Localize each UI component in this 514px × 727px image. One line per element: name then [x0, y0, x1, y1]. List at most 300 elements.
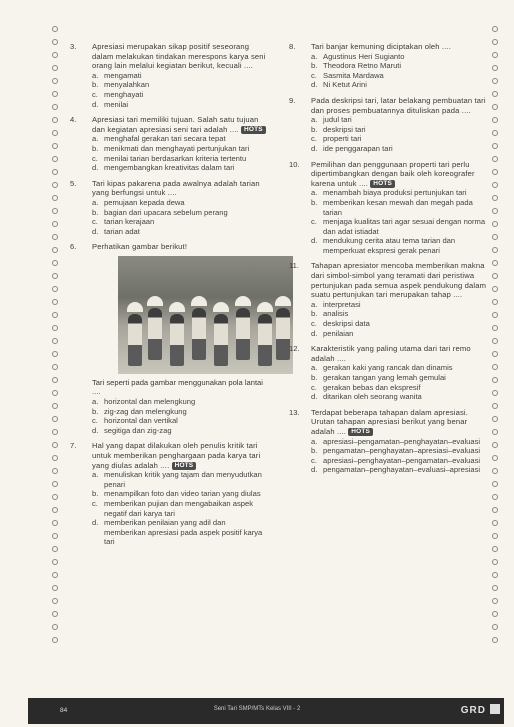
dance-photo [118, 256, 293, 374]
answer-option[interactable] [311, 144, 491, 154]
binder-holes-left [50, 20, 60, 707]
option-letter: c. [311, 70, 317, 80]
binder-hole [492, 195, 498, 201]
binder-hole [52, 234, 58, 240]
option-letter: b. [311, 373, 318, 382]
question-text [311, 160, 491, 189]
question-item [285, 96, 491, 154]
binder-hole [492, 169, 498, 175]
binder-hole [52, 325, 58, 331]
question-stem: Tari kipas pakarena pada awalnya adalah tarian yang berfungsi untuk .... [92, 178, 260, 198]
binder-hole [492, 91, 498, 97]
question-stem: Karakteristik yang paling utama dari tari remo adalah .... [311, 344, 471, 363]
option-text: pengamatan–penghayatan–apresiasi–evaluasi [323, 446, 481, 456]
option-text: Sasmita Mardawa [323, 70, 384, 80]
option-text: menikmati dan menghayati pertunjukan tari [104, 143, 250, 153]
answer-option[interactable] [311, 373, 491, 383]
option-text: gerakan bebas dan ekspresif [323, 382, 421, 392]
hots-badge: HOTS [172, 462, 197, 470]
binder-hole [52, 546, 58, 552]
binder-hole [52, 221, 58, 227]
option-letter: c. [311, 382, 317, 392]
binder-hole [52, 585, 58, 591]
right-column [285, 42, 491, 481]
binder-hole [52, 104, 58, 110]
binder-hole [492, 52, 498, 58]
binder-hole [492, 182, 498, 188]
binder-hole [492, 208, 498, 214]
answer-option[interactable] [92, 71, 268, 81]
answer-option[interactable] [311, 198, 491, 217]
binder-hole [52, 91, 58, 97]
option-text: menambah biaya produksi pertunjukan tari [323, 188, 467, 198]
dancer-figure [258, 314, 272, 366]
binder-hole [492, 286, 498, 292]
question-number: 11. [289, 261, 299, 271]
binder-hole [52, 156, 58, 162]
binder-hole [492, 234, 498, 240]
binder-hole [492, 65, 498, 71]
answer-option[interactable] [311, 125, 491, 135]
option-text: apresiasi–pengamatan–penghayatan–evaluasi [323, 436, 481, 446]
binder-hole [52, 559, 58, 565]
option-letter: d. [92, 99, 99, 109]
binder-hole [492, 260, 498, 266]
binder-hole [52, 377, 58, 383]
binder-hole [492, 377, 498, 383]
hots-badge: HOTS [370, 180, 395, 188]
question-number: 5. [70, 178, 77, 188]
answer-option[interactable] [311, 61, 491, 71]
binder-hole [492, 559, 498, 565]
option-text: judul tari [323, 115, 352, 125]
answer-option[interactable] [311, 115, 491, 125]
answer-option[interactable] [311, 319, 491, 329]
option-letter: c. [92, 217, 98, 227]
answer-option[interactable] [311, 437, 491, 447]
answer-option[interactable] [92, 90, 268, 100]
option-letter: a. [311, 299, 318, 309]
option-letter: b. [92, 489, 99, 499]
binder-hole [492, 416, 498, 422]
binder-hole [52, 338, 58, 344]
dancer-figure [192, 308, 206, 360]
binder-hole [492, 364, 498, 370]
question-text [311, 261, 491, 299]
binder-hole [52, 468, 58, 474]
option-letter: b. [311, 309, 318, 319]
answer-option[interactable] [92, 217, 268, 227]
answer-option[interactable] [311, 456, 491, 466]
answer-option[interactable] [311, 71, 491, 81]
question-number: 10. [289, 159, 300, 169]
binder-hole [492, 325, 498, 331]
binder-hole [52, 247, 58, 253]
option-text: properti tari [323, 134, 362, 144]
option-letter: a. [92, 197, 99, 207]
publisher-logo: GRD [460, 705, 486, 716]
option-letter: d. [311, 392, 318, 402]
binder-hole [492, 299, 498, 305]
question-text [311, 42, 491, 52]
option-text: zig-zag dan melengkung [104, 406, 187, 416]
option-letter: b. [92, 406, 99, 416]
option-letter: d. [92, 226, 99, 236]
binder-hole [492, 130, 498, 136]
answer-option[interactable] [92, 134, 268, 144]
binder-hole [52, 52, 58, 58]
binder-hole [52, 572, 58, 578]
question-item [66, 42, 268, 109]
question-number: 13. [289, 407, 300, 417]
hots-badge: HOTS [241, 126, 266, 134]
binder-hole [492, 572, 498, 578]
answer-option[interactable] [92, 154, 268, 164]
question-text [311, 408, 491, 437]
option-letter: c. [92, 153, 98, 163]
binder-hole [492, 39, 498, 45]
option-letter: a. [311, 363, 318, 373]
option-text: pemujaan kepada dewa [104, 197, 185, 207]
option-letter: a. [311, 115, 318, 125]
question-number: 7. [70, 441, 77, 451]
question-number: 3. [70, 42, 77, 51]
option-letter: b. [311, 197, 318, 207]
answer-option[interactable] [92, 198, 268, 208]
binder-hole [52, 117, 58, 123]
option-text: menuliskan kritik yang tajam dan menyudutkan penari [104, 470, 262, 489]
binder-hole [52, 65, 58, 71]
answer-option[interactable] [311, 392, 491, 402]
binder-hole [492, 468, 498, 474]
binder-hole [52, 455, 58, 461]
question-stem: Pada deskripsi tari, latar belakang pembuatan tari dan proses pembuatannya dituliskan pada .... [311, 95, 486, 115]
option-letter: b. [92, 80, 99, 90]
binder-hole [52, 299, 58, 305]
option-text: tarian adat [104, 226, 140, 236]
answer-option[interactable] [92, 100, 268, 110]
option-letter: b. [311, 124, 318, 134]
binder-hole [492, 351, 498, 357]
option-letter: a. [92, 470, 99, 480]
question-number: 8. [289, 42, 296, 51]
answer-option[interactable] [311, 80, 491, 90]
binder-hole [52, 481, 58, 487]
answer-option[interactable] [92, 163, 268, 173]
answer-option[interactable] [92, 407, 268, 417]
option-letter: a. [92, 397, 99, 407]
question-stem: Terdapat beberapa tahapan dalam apresiasi. Urutan tahapan apresiasi berikut yang benar adalah .... [311, 407, 469, 436]
answer-option[interactable] [92, 489, 268, 499]
binder-hole [52, 260, 58, 266]
option-letter: c. [92, 499, 98, 508]
dancer-figure [170, 314, 184, 366]
binder-hole [52, 611, 58, 617]
option-letter: d. [311, 236, 318, 246]
question-item [66, 115, 268, 173]
binder-hole [492, 611, 498, 617]
binder-hole [52, 312, 58, 318]
fan-prop [169, 302, 185, 312]
question-item [285, 160, 491, 256]
binder-hole [52, 403, 58, 409]
binder-hole [492, 390, 498, 396]
option-text: segitiga dan zig-zag [104, 425, 172, 435]
option-text: Theodora Retno Maruti [323, 61, 402, 71]
option-text: mendukung cerita atau tema tarian dan memperkuat ekspresi gerak penari [323, 236, 456, 255]
answer-option[interactable] [311, 217, 491, 236]
binder-hole [492, 338, 498, 344]
option-letter: a. [311, 436, 318, 446]
question-stem: Hal yang dapat dilakukan oleh penulis kritik tari untuk memberikan penghargaan pada karya tari yang diulas adalah .... [92, 441, 261, 470]
binder-hole [52, 26, 58, 32]
option-text: pengamatan–penghayatan–evaluasi–apresiasi [323, 465, 481, 475]
binder-hole [492, 429, 498, 435]
dancer-figure [128, 314, 142, 366]
option-letter: b. [92, 143, 99, 153]
dancer-figure [214, 314, 228, 366]
option-letter: a. [311, 188, 318, 198]
binder-hole [492, 78, 498, 84]
option-text: horizontal dan melengkung [104, 397, 196, 407]
binder-hole [52, 390, 58, 396]
binder-hole [492, 624, 498, 630]
question-item [285, 261, 491, 338]
binder-hole [492, 494, 498, 500]
option-text: tarian kerajaan [104, 217, 155, 227]
option-letter: d. [92, 425, 99, 435]
binder-hole [52, 39, 58, 45]
option-text: deskripsi tari [323, 124, 366, 134]
binder-hole [52, 533, 58, 539]
option-letter: b. [311, 446, 318, 456]
question-item [285, 42, 491, 90]
option-text: penilaian [323, 328, 354, 338]
binder-hole [52, 143, 58, 149]
option-letter: c. [311, 319, 317, 329]
option-text: analisis [323, 309, 349, 319]
question-text [311, 96, 491, 115]
binder-hole [52, 507, 58, 513]
binder-hole [492, 273, 498, 279]
binder-hole [52, 195, 58, 201]
binder-hole [492, 546, 498, 552]
option-letter: b. [311, 61, 318, 71]
binder-hole [492, 403, 498, 409]
answer-option[interactable] [311, 309, 491, 319]
question-text [92, 441, 268, 470]
binder-hole [492, 585, 498, 591]
question-item [285, 344, 491, 402]
binder-hole [492, 26, 498, 32]
option-text: ditarikan oleh seorang wanita [323, 392, 422, 402]
fan-prop [147, 296, 163, 306]
question-stem: Perhatikan gambar berikut! [92, 242, 188, 252]
binder-hole [492, 455, 498, 461]
question-number: 6. [70, 242, 77, 252]
option-text: deskripsi data [323, 319, 370, 329]
question-stem: Pemilihan dan penggunaan properti tari perlu dipertimbangkan dengan baik oleh koreografer karena untuk .... [311, 159, 475, 188]
binder-hole [492, 481, 498, 487]
answer-option[interactable] [311, 236, 491, 255]
option-text: menghayati [104, 89, 144, 99]
question-text [92, 115, 268, 134]
question-stem: Tari banjar kemuning diciptakan oleh .... [311, 42, 451, 51]
fan-prop [235, 296, 251, 306]
dancer-figure [236, 308, 250, 360]
binder-hole [52, 520, 58, 526]
binder-hole [492, 637, 498, 643]
answer-option[interactable] [311, 329, 491, 339]
binder-hole [492, 507, 498, 513]
binder-hole [492, 104, 498, 110]
footer-title: Seni Tari SMP/MTs Kelas VIII - 2 [213, 706, 301, 712]
fan-prop [213, 302, 229, 312]
binder-hole [52, 637, 58, 643]
binder-hole [492, 247, 498, 253]
option-text: memberikan kesan mewah dan megah pada tarian [323, 197, 473, 217]
option-letter: d. [311, 465, 318, 475]
answer-option[interactable] [92, 499, 268, 518]
option-letter: c. [311, 217, 317, 227]
option-text: Agustinus Heri Sugianto [323, 51, 405, 61]
hots-badge: HOTS [348, 428, 373, 436]
option-letter: c. [92, 89, 98, 99]
binder-hole [52, 416, 58, 422]
binder-hole [52, 273, 58, 279]
question-number: 9. [289, 95, 296, 105]
question-stem: Apresiasi merupakan sikap positif seseorang dalam melakukan tindakan merespons karya seni orang lain melalui kegiatan berikut, kecuali .... [92, 42, 266, 71]
answer-option[interactable] [311, 300, 491, 310]
answer-option[interactable] [311, 134, 491, 144]
page-number: 84 [60, 707, 68, 714]
binder-hole [52, 598, 58, 604]
question-item [66, 242, 268, 435]
binder-hole [492, 156, 498, 162]
option-text: menilai tarian berdasarkan kriteria tertentu [104, 153, 247, 163]
binder-hole [52, 169, 58, 175]
qr-code-icon [490, 704, 500, 714]
binder-hole [52, 494, 58, 500]
option-text: menghafal gerakan tari secara tepat [104, 134, 226, 144]
question-text [92, 179, 268, 198]
question-item [285, 408, 491, 475]
dancer-figure [148, 308, 162, 360]
answer-option[interactable] [92, 426, 268, 436]
option-text: gerakan tangan yang lemah gemulai [323, 373, 446, 382]
answer-option[interactable] [311, 188, 491, 198]
answer-option[interactable] [92, 80, 268, 90]
question-stem: Tahapan apresiator mencoba memberikan makna dari simbol-simbol yang teramati dari peristiwa pertunjukan pada semua aspek pendukung dalam suatu pertunjukan tari merupakan tahap .... [311, 261, 487, 300]
option-letter: a. [311, 51, 318, 61]
option-text: menilai [104, 99, 129, 109]
option-letter: d. [311, 80, 318, 90]
option-letter: d. [311, 143, 318, 153]
option-letter: d. [92, 163, 99, 173]
answer-option[interactable] [311, 383, 491, 393]
answer-option[interactable] [311, 446, 491, 456]
answer-option[interactable] [92, 397, 268, 407]
option-letter: d. [92, 518, 99, 528]
option-letter: c. [92, 416, 98, 426]
binder-hole [52, 286, 58, 292]
binder-hole [492, 520, 498, 526]
fan-prop [257, 302, 273, 312]
binder-hole [52, 351, 58, 357]
fan-prop [127, 302, 143, 312]
binder-hole [492, 442, 498, 448]
question-stem: Apresiasi tari memiliki tujuan. Salah satu tujuan dan kegiatan apresiasi seni tari adalah .... [92, 115, 259, 134]
option-text: menyalahkan [104, 80, 150, 90]
binder-holes-right [490, 20, 500, 707]
option-text: memberikan penilaian yang adil dan memberikan apresiasi pada aspek positif karya tari [104, 518, 263, 547]
answer-option[interactable] [311, 465, 491, 475]
option-text: interpretasi [323, 299, 361, 309]
option-letter: a. [92, 134, 99, 144]
fan-prop [191, 296, 207, 306]
binder-hole [492, 221, 498, 227]
answer-option[interactable] [92, 470, 268, 489]
answer-option[interactable] [92, 227, 268, 237]
option-letter: b. [92, 207, 99, 217]
option-text: mengembangkan kreativitas dalam tari [104, 163, 235, 173]
question-text [92, 42, 268, 71]
binder-hole [52, 442, 58, 448]
binder-hole [492, 143, 498, 149]
binder-hole [52, 624, 58, 630]
question-item [66, 441, 268, 547]
option-letter: c. [311, 455, 317, 465]
option-letter: c. [311, 134, 317, 144]
answer-option[interactable] [92, 208, 268, 218]
option-text: memberikan pujian dan mengabaikan aspek negatif dari karya tari [104, 499, 254, 518]
question-number: 12. [289, 344, 300, 354]
option-text: mengamati [104, 70, 142, 80]
option-text: horizontal dan vertikal [104, 416, 178, 426]
left-column [66, 42, 268, 553]
option-text: gerakan kaki yang rancak dan dinamis [323, 363, 453, 373]
binder-hole [492, 117, 498, 123]
answer-option[interactable] [92, 416, 268, 426]
binder-hole [52, 208, 58, 214]
question-text [92, 242, 268, 252]
option-text: apresiasi–penghayatan–pengamatan–evaluasi [323, 455, 481, 465]
question-item [66, 179, 268, 237]
option-text: ide penggarapan tari [323, 143, 393, 153]
option-text: bagian dari upacara sebelum perang [104, 207, 228, 217]
binder-hole [52, 130, 58, 136]
binder-hole [52, 364, 58, 370]
answer-option[interactable] [311, 52, 491, 62]
option-letter: d. [311, 328, 318, 338]
option-letter: a. [92, 70, 99, 80]
question-text [311, 344, 491, 363]
answer-option[interactable] [311, 363, 491, 373]
option-text: menampilkan foto dan video tarian yang diulas [104, 489, 261, 499]
question-number: 4. [70, 115, 77, 125]
binder-hole [52, 429, 58, 435]
binder-hole [492, 598, 498, 604]
binder-hole [492, 312, 498, 318]
answer-option[interactable] [92, 144, 268, 154]
option-text: Ni Ketut Arini [323, 80, 367, 90]
binder-hole [52, 182, 58, 188]
binder-hole [492, 533, 498, 539]
option-text: menjaga kualitas tari agar sesuai dengan norma dan adat istiadat [323, 217, 486, 236]
answer-option[interactable] [92, 518, 268, 547]
binder-hole [52, 78, 58, 84]
question-text-after-figure: Tari seperti pada gambar menggunakan pola lantai .... [92, 377, 263, 397]
